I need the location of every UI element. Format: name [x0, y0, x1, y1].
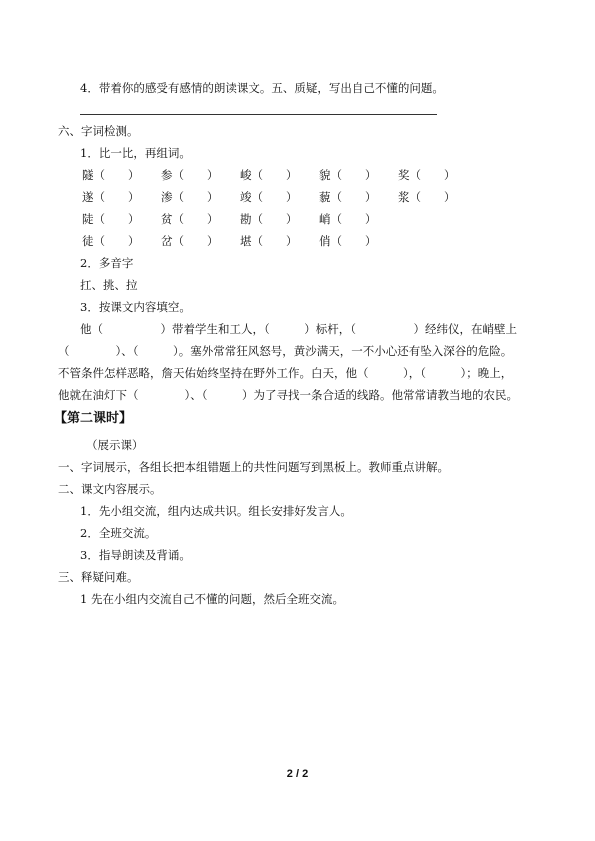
compare-cell: 浆（ ） [398, 190, 456, 204]
item-2: 二、课文内容展示。 [58, 482, 162, 496]
compare-cell: 隧（ ） [82, 168, 140, 182]
item-2-sub-1: 1．先小组交流，组内达成共识。组长安排好发言人。 [80, 504, 352, 518]
answer-blank-line [80, 114, 437, 115]
compare-cell: 竣（ ） [240, 190, 298, 204]
compare-cell: 陡（ ） [82, 212, 140, 226]
fill-blank-line-3: 不管条件怎样恶略，詹天佑始终坚持在野外工作。白天，他（ ），（ ）；晚上， [58, 366, 513, 380]
polyphonic-chars: 扛、挑、拉 [80, 278, 138, 292]
compare-cell: 峻（ ） [240, 168, 298, 182]
compare-cell: 貌（ ） [319, 168, 377, 182]
item-3-sub: 1 先在小组内交流自己不懂的问题，然后全班交流。 [80, 592, 344, 606]
compare-row-2 [82, 189, 477, 205]
compare-cell: 奖（ ） [398, 168, 456, 182]
compare-cell: 堪（ ） [240, 234, 298, 248]
compare-cell: 参（ ） [161, 168, 219, 182]
compare-cell: 峭（ ） [319, 212, 377, 226]
compare-cell: 俏（ ） [319, 234, 377, 248]
compare-cell: 渗（ ） [161, 190, 219, 204]
compare-cell: 勘（ ） [240, 212, 298, 226]
fill-blank-line-4: 他就在油灯下（ ）、（ ）为了寻找一条合适的线路。他常常请教当地的农民。 [58, 388, 518, 402]
compare-cell: 岔（ ） [161, 234, 219, 248]
fill-blank-line-2: （ ）、（ ）。塞外常常狂风怒号，黄沙满天，一不小心还有坠入深谷的危险。 [58, 344, 513, 358]
question-1-title: 1．比一比，再组词。 [80, 146, 191, 160]
question-3-title: 3．按课文内容填空。 [80, 300, 191, 314]
compare-row-4 [82, 233, 398, 249]
compare-row-3 [82, 211, 398, 227]
compare-row-1 [82, 167, 477, 183]
section-six-title: 六、字词检测。 [58, 124, 139, 138]
compare-cell: 徒（ ） [82, 234, 140, 248]
compare-cell: 藐（ ） [319, 190, 377, 204]
second-lesson-title: 【第二课时】 [54, 411, 133, 426]
question-2-title: 2．多音字 [80, 256, 134, 270]
item-1: 一、字词展示，各组长把本组错题上的共性问题写到黑板上。教师重点讲解。 [58, 460, 449, 474]
item-3: 三、释疑问难。 [58, 570, 139, 584]
fill-blank-line-1: 他（ ）带着学生和工人，（ ）标杆，（ ）经纬仪，在峭壁上 [80, 322, 517, 336]
item-2-sub-2: 2．全班交流。 [80, 526, 157, 540]
compare-cell: 贫（ ） [161, 212, 219, 226]
item-2-sub-3: 3．指导朗读及背诵。 [80, 548, 191, 562]
compare-cell: 遂（ ） [82, 190, 140, 204]
page-number: 2 / 2 [286, 768, 309, 780]
lesson-type: （展示课） [86, 438, 144, 452]
reading-task-line: 4．带着你的感受有感情的朗读课文。五、质疑，写出自己不懂的问题。 [80, 81, 444, 95]
